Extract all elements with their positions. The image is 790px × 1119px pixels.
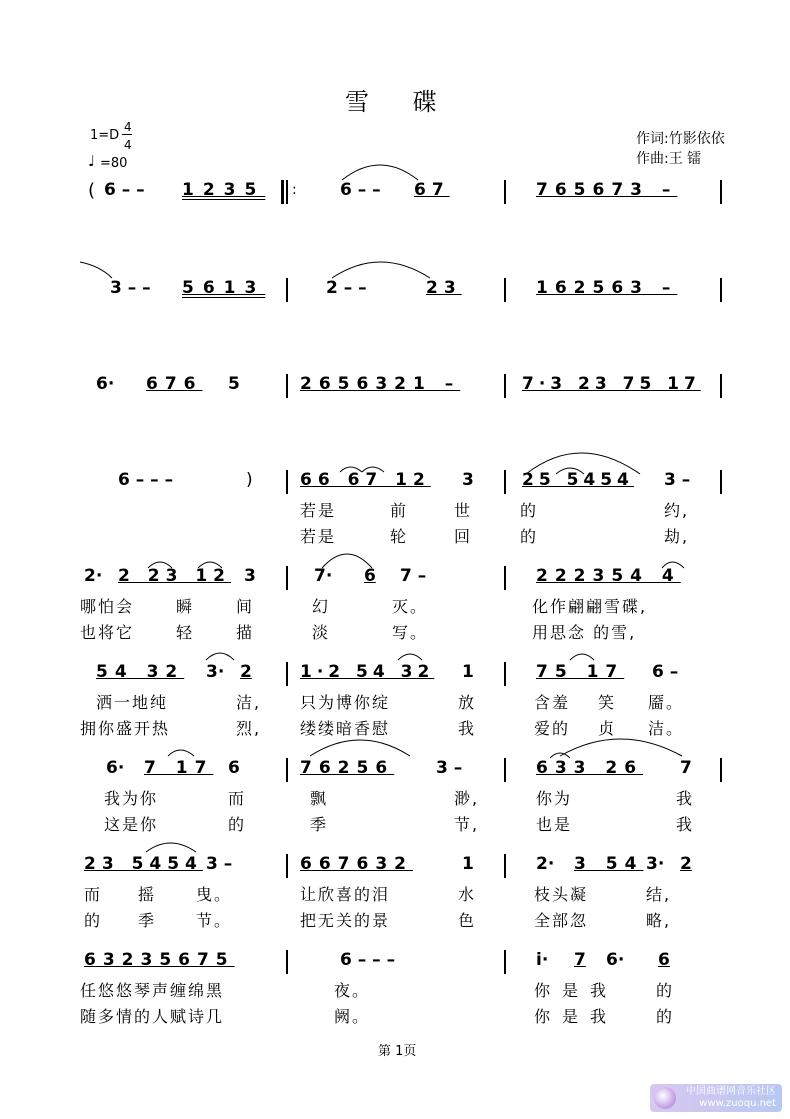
watermark-line-1: 中国曲谱网音乐社区 (686, 1086, 776, 1097)
note-group: 2 23 12 (118, 566, 231, 586)
lyric: 若是 (300, 527, 337, 546)
lyric: 淡 (312, 623, 331, 642)
note-group: 1·2 54 32 (300, 662, 435, 682)
time-signature-top: 4 (124, 120, 132, 134)
lyric: 描 (236, 623, 255, 642)
note: 3· (206, 662, 225, 682)
note: 6 (658, 950, 670, 970)
lyric: 你是我 (534, 1007, 619, 1026)
note: 7 (574, 950, 586, 970)
barline (720, 180, 722, 204)
note: 6 – – (340, 180, 381, 200)
lyric: 我 (676, 815, 695, 834)
note: 1 (462, 662, 474, 682)
note: 6· (606, 950, 625, 970)
lyric: 写。 (392, 623, 429, 642)
lyric: 的 (228, 815, 247, 834)
note-group: 23 (426, 278, 462, 298)
note-group: 222354 4 (536, 566, 681, 586)
watermark-line-2: www.zuoqu.net (699, 1098, 776, 1109)
lyric: 瞬 (176, 597, 195, 616)
barline (720, 374, 722, 398)
note-group: 75 17 (536, 662, 625, 682)
lyric: 轻 (176, 623, 195, 642)
lyric: 的 (656, 981, 675, 1000)
lyric: 也是 (536, 815, 573, 834)
lyric: 你为 (536, 789, 573, 808)
note: 6 – (652, 662, 679, 682)
page-number: 第 1页 (378, 1044, 417, 1059)
lyric: 阙。 (334, 1007, 371, 1026)
lyric: 轮 (390, 527, 409, 546)
lyric: 而 (228, 789, 247, 808)
lyric: 我为你 (104, 789, 159, 808)
barline (286, 758, 288, 782)
composer-credit: 作曲:王 镭 (636, 151, 702, 167)
lyric: 随多情的人赋诗几 (80, 1007, 225, 1026)
note-group: 1235 (182, 180, 266, 200)
note: 6 – – – (340, 950, 396, 970)
lyric: 让欣喜的泪 (300, 885, 391, 904)
barline (286, 278, 288, 302)
barline (504, 470, 506, 494)
barline (720, 470, 722, 494)
lyric: 全部忽 (534, 911, 589, 930)
barline (504, 950, 506, 974)
note-group: 7·3 23 75 17 (522, 374, 701, 394)
lyric: 前 (390, 501, 409, 520)
time-signature-line (122, 134, 132, 135)
note: 7· (314, 566, 333, 586)
barline (504, 758, 506, 782)
lyric: 放 (458, 693, 477, 712)
note: 2· (536, 854, 555, 874)
lyric: 的 (520, 527, 539, 546)
note-group: 54 32 (96, 662, 185, 682)
lyric: 回 (454, 527, 473, 546)
lyric: 我 (676, 789, 695, 808)
lyric: 世 (454, 501, 473, 520)
barline (286, 662, 288, 686)
lyric: 你是我 (534, 981, 619, 1000)
lyric: 任悠悠琴声缠绵黑 (80, 981, 225, 1000)
lyric: 的 (520, 501, 539, 520)
repeat-dots: : (292, 182, 297, 198)
note: 3 – (664, 470, 691, 490)
tempo-marking: =80 (100, 156, 128, 171)
lyric: 贞 (598, 719, 617, 738)
lyric: 季 (138, 911, 157, 930)
lyric: 化作翩翩雪碟, (532, 597, 648, 616)
lyricist-credit: 作词:竹影依依 (636, 131, 725, 147)
note: 7 (680, 758, 692, 778)
note-group: 67 (414, 180, 450, 200)
note: 3· (646, 854, 665, 874)
key-signature: 1=D (90, 128, 120, 143)
lyric: 也将它 (80, 623, 135, 642)
note: 3 – (206, 854, 233, 874)
lyric: 色 (458, 911, 477, 930)
lyric: 哪怕会 (80, 597, 135, 616)
note-group: 5613 (182, 278, 266, 298)
barline (286, 566, 288, 590)
lyric: 含羞 (534, 693, 571, 712)
lyric: 只为博你绽 (300, 693, 391, 712)
note: 6 (228, 758, 240, 778)
note-group: 23 5454 (84, 854, 203, 874)
lyric: 略, (646, 911, 672, 930)
lyric: 曳。 (196, 885, 233, 904)
barline (286, 374, 288, 398)
note-group: 63235675 (84, 950, 235, 970)
lyric: 结, (646, 885, 672, 904)
note: 2· (84, 566, 103, 586)
lyric: 幻 (312, 597, 331, 616)
lyric: 洒一地纯 (96, 693, 169, 712)
lyric: 我 (458, 719, 477, 738)
barline (504, 854, 506, 878)
barline (720, 758, 722, 782)
lyric: 季 (310, 815, 329, 834)
barline (504, 374, 506, 398)
barline (504, 662, 506, 686)
watermark-logo-icon (654, 1087, 676, 1109)
lyric: 的 (656, 1007, 675, 1026)
tempo-note-icon: ♩ (88, 152, 96, 170)
barline (504, 278, 506, 302)
repeat-barline (281, 180, 284, 204)
note: 2 – – (326, 278, 367, 298)
lyric: 灭。 (392, 597, 429, 616)
note: 3 – (436, 758, 463, 778)
note: 3 – – (110, 278, 151, 298)
note-group: 676 (146, 374, 203, 394)
note-group: 162563 – (536, 278, 678, 298)
lyric: 而 (84, 885, 103, 904)
lyric: 靥。 (648, 693, 685, 712)
barline (504, 566, 506, 590)
note-group: 25 5454 (522, 470, 634, 490)
note-group: 7 17 (144, 758, 214, 778)
site-watermark[interactable] (650, 1084, 782, 1112)
note: 3 (462, 470, 474, 490)
note: 3 (244, 566, 256, 586)
note: 5 (228, 374, 240, 394)
note-group: 765673 – (536, 180, 678, 200)
note-group: 633 26 (536, 758, 644, 778)
note: 6 (364, 566, 376, 586)
lyric: 这是你 (104, 815, 159, 834)
barline (720, 278, 722, 302)
note-group: 667632 (300, 854, 413, 874)
time-signature-bottom: 4 (124, 138, 132, 152)
note: 2 (680, 854, 692, 874)
note: 6· (96, 374, 115, 394)
note: i· (536, 950, 549, 970)
lyric: 飘 (310, 789, 329, 808)
note-group: 2656321 – (300, 374, 461, 394)
lyric: 节。 (196, 911, 233, 930)
barline (286, 950, 288, 974)
barline (504, 180, 506, 204)
note-group: 3 54 (574, 854, 644, 874)
lyric: 把无关的景 (300, 911, 391, 930)
lyric: 渺, (454, 789, 480, 808)
note: 1 (462, 854, 474, 874)
note: 6· (106, 758, 125, 778)
lyric: 的 (84, 911, 103, 930)
note: ( (88, 180, 96, 201)
note-group: 76256 (300, 758, 395, 778)
barline (286, 854, 288, 878)
lyric: 若是 (300, 501, 337, 520)
lyric: 间 (236, 597, 255, 616)
barline (286, 180, 288, 204)
lyric: 水 (458, 885, 477, 904)
lyric: 洁。 (648, 719, 685, 738)
note-group: 66 67 12 (300, 470, 431, 490)
note: ) (246, 470, 253, 490)
note: 6 – – (104, 180, 145, 200)
lyric: 枝头凝 (534, 885, 589, 904)
lyric: 节, (454, 815, 480, 834)
lyric: 笑 (598, 693, 617, 712)
lyric: 约, (664, 501, 690, 520)
lyric: 拥你盛开热 (80, 719, 171, 738)
lyric: 劫, (664, 527, 690, 546)
lyric: 洁, (236, 693, 262, 712)
note: 2 (240, 662, 252, 682)
note: 7 – (400, 566, 427, 586)
note: 6 – – – (118, 470, 174, 490)
lyric: 缕缕暗香慰 (300, 719, 391, 738)
lyric: 爱的 (534, 719, 571, 738)
lyric: 用思念 的雪, (532, 623, 637, 642)
lyric: 夜。 (334, 981, 371, 1000)
lyric: 摇 (138, 885, 157, 904)
song-title: 雪 碟 (345, 88, 455, 116)
lyric: 烈, (236, 719, 262, 738)
barline (286, 470, 288, 494)
